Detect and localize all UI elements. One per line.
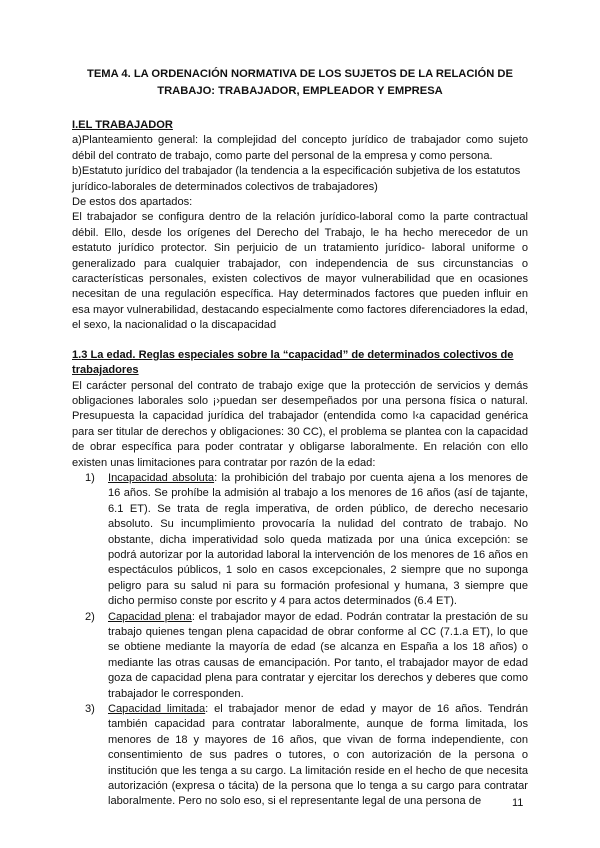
list-item-term: Capacidad limitada <box>108 703 206 716</box>
list-item-number: 2) <box>85 610 95 623</box>
section-heading-edad: 1.3 La edad. Reglas especiales sobre la “capacidad” de determinados colectivos de trabajadores <box>72 348 514 377</box>
page-content <box>72 66 528 810</box>
capacity-list <box>72 471 528 810</box>
page-number: 11 <box>512 797 524 809</box>
list-item-text: : el trabajador menor de edad y mayor de 16 años. Tendrán también capacidad para contratar laboralmente, aunque de forma limitada, los menores de 18 y mayores de 16 años, que vivan de forma independiente, con consentimiento de sus padres o tutores, o con autorización de la persona o institución que les tenga a su cargo. La limitación reside en el hecho de que necesita autorización (expresa o tácita) de la persona que lo tenga a su cargo para contratar laboralmente. Pero no solo eso, si el representante legal de una persona de <box>108 703 528 808</box>
list-item-term: Incapacidad absoluta <box>108 471 215 484</box>
list-item <box>72 610 528 702</box>
list-item-number: 1) <box>85 471 95 484</box>
paragraph-edad: El carácter personal del contrato de trabajo exige que la protección de servicios y demás obligaciones laborales solo ¡›puedan ser desempeñados por una persona física o natural. Presupuesta la capacidad jurídica del trabajador (entendida como l‹a capacidad genérica para ser titular de derechos y obligaciones: 30 CC), el problema se plantea con la capacidad de obrar específica para poder contratar y obligarse laboralmente. En relación con ello existen unas limitaciones para contratar por razón de la edad: <box>72 379 528 469</box>
list-item-text: : el trabajador mayor de edad. Podrán contratar la prestación de su trabajo quienes tengan plena capacidad de obrar conforme al CC (7.1.a ET), lo que se obtiene mediante la mayoría de edad (se alcanza en España a los 18 años) o mediante las otras causas de emancipación. Por tanto, el trabajador mayor de edad goza de capacidad plena para contratar y ejercitar los derechos y deberes que como trabajador le corresponden. <box>108 610 528 700</box>
spacer <box>72 334 528 348</box>
list-item-term: Capacidad plena <box>108 610 192 623</box>
section-heading-trabajador: I.EL TRABAJADOR <box>72 119 173 131</box>
document-title: TEMA 4. LA ORDENACIÓN NORMATIVA DE LOS SUJETOS DE LA RELACIÓN DE TRABAJO: TRABAJADOR, EMPLEADOR Y EMPRESA <box>87 68 513 97</box>
list-item-text: : la prohibición del trabajo por cuenta ajena a los menores de 16 años. Se prohíbe la admisión al trabajo a los menores de 16 años (así de tajante, 6.1 ET). Se trata de regla imperativa, de orden público, de derecho necesario absoluto. Su incumplimiento provocaría la nulidad del contrato de trabajo. No obstante, dicha imperatividad solo queda matizada por una única excepción: se podrá autorizar por la autoridad laboral la intervención de los menores de 16 años en espectáculos públicos, 1 solo en casos excepcionales, 2 siempre que no suponga peligro para su salud ni para su formación profesional y humana, 3 siempre que dicho permiso conste por escrito y 4 para actos determinados (6.4 ET). <box>108 471 528 608</box>
paragraph-intro: De estos dos apartados: <box>72 196 193 209</box>
list-item <box>72 471 528 610</box>
list-item-number: 3) <box>85 703 95 716</box>
paragraph-b: b)Estatuto jurídico del trabajador (la tendencia a la especificación subjetiva de los estatutos jurídico-laborales de determinados colectivos de trabajadores) <box>72 165 521 193</box>
paragraph-a: a)Planteamiento general: la complejidad del concepto jurídico de trabajador como sujeto débil del contrato de trabajo, como parte del personal de la empresa y como persona. <box>72 134 528 162</box>
list-item <box>72 702 528 810</box>
paragraph-body: El trabajador se configura dentro de la relación jurídico-laboral como la parte contractual débil. Ello, desde los orígenes del Derecho del Trabajo, le ha hecho merecedor de un estatuto jurídico protector. Sin perjuicio de un tratamiento jurídico- laboral uniforme o generalizado para cualquier trabajador, con independencia de sus circunstancias o características personales, existen colectivos de mayor vulnerabilidad que en ocasiones necesitan de una regulación específica. Hay determinados factores que pueden influir en esa mayor vulnerabilidad, destacando especialmente como factores diferenciadores la edad, el sexo, la nacionalidad o la discapacidad <box>72 211 528 332</box>
